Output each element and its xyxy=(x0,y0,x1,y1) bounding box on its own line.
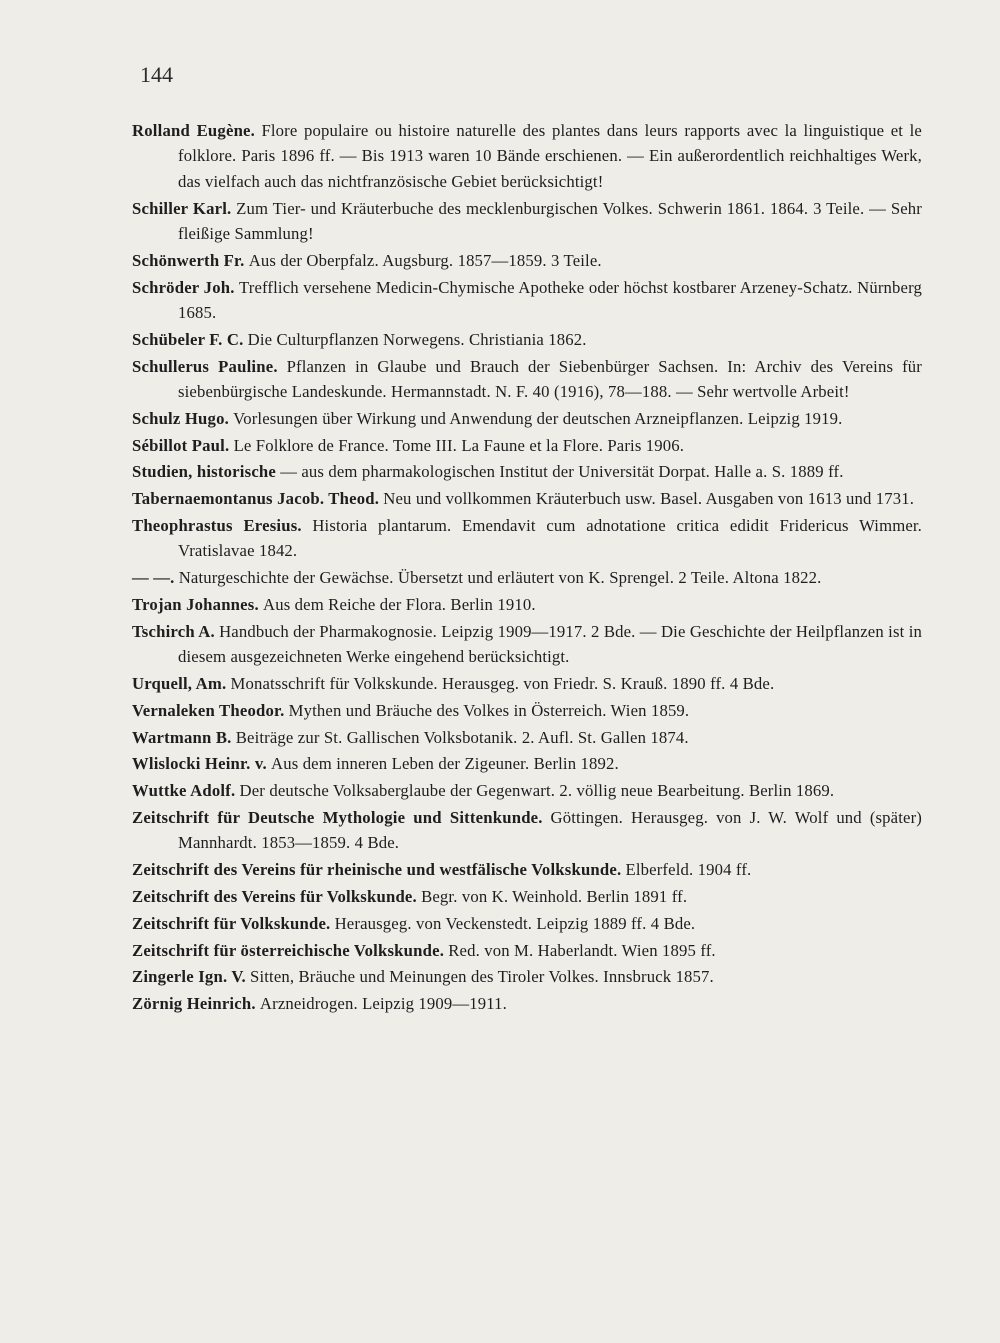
entry-author: Tabernaemontanus Jacob. Theod. xyxy=(132,489,380,509)
entry-text: Begr. von K. Weinhold. Berlin 1891 ff. xyxy=(421,886,688,906)
bibliography-entry xyxy=(132,751,922,776)
bibliography-entry xyxy=(132,459,922,484)
entry-author: Theophrastus Eresius. xyxy=(132,516,302,535)
bibliography-entry xyxy=(132,592,922,617)
entry-text: Pflanzen in Glaube und Brauch der Siebenbürger Sachsen. In: Archiv des Vereins für siebenbürgische Landeskunde. Hermannstadt. N. F. 40 (1916), 78—188. — Sehr wertvolle Arbeit! xyxy=(178,356,922,402)
entry-text: Herausgeg. von Veckenstedt. Leipzig 1889 ff. 4 Bde. xyxy=(334,913,696,933)
entry-author: Urquell, Am. xyxy=(132,674,227,693)
bibliography-entry xyxy=(132,327,922,352)
entry-text: Aus der Oberpfalz. Augsburg. 1857—1859. 3 Teile. xyxy=(248,250,602,270)
entry-author: Schiller Karl. xyxy=(132,198,232,218)
entry-text: Neu und vollkommen Kräuterbuch usw. Basel. Ausgaben von 1613 und 1731. xyxy=(383,489,915,509)
entry-text: Mythen und Bräuche des Volkes in Österreich. Wien 1859. xyxy=(288,700,690,720)
bibliography-entry xyxy=(132,354,922,405)
bibliography-entry xyxy=(132,406,922,431)
entry-text: Monatsschrift für Volkskunde. Herausgeg. von Friedr. S. Krauß. 1890 ff. 4 Bde. xyxy=(230,674,775,693)
bibliography-entry xyxy=(132,565,922,590)
bibliography-list xyxy=(132,118,922,1018)
entry-text: Elberfeld. 1904 ff. xyxy=(625,860,752,880)
bibliography-entry xyxy=(132,964,922,989)
bibliography-entry xyxy=(132,884,922,909)
bibliography-entry xyxy=(132,248,922,273)
entry-text: Red. von M. Haberlandt. Wien 1895 ff. xyxy=(448,940,716,960)
entry-author: Zeitschrift für Deutsche Mythologie und Sittenkunde. xyxy=(132,807,543,827)
entry-text: Der deutsche Volksaberglaube der Gegenwart. 2. völlig neue Bearbeitung. Berlin 1869. xyxy=(239,781,835,801)
bibliography-entry xyxy=(132,671,922,696)
entry-author: Schullerus Pauline. xyxy=(132,356,278,376)
bibliography-entry xyxy=(132,513,922,564)
bibliography-entry xyxy=(132,619,922,670)
bibliography-entry xyxy=(132,805,922,856)
bibliography-entry xyxy=(132,938,922,963)
entry-author: Schönwerth Fr. xyxy=(132,250,245,270)
entry-author: Zingerle Ign. V. xyxy=(132,967,246,987)
entry-author: Zeitschrift für Volkskunde. xyxy=(132,913,331,933)
entry-text: Aus dem inneren Leben der Zigeuner. Berlin 1892. xyxy=(271,754,619,774)
entry-author: Sébillot Paul. xyxy=(132,435,230,455)
entry-text: Vorlesungen über Wirkung und Anwendung der deutschen Arzneipflanzen. Leipzig 1919. xyxy=(233,408,843,428)
bibliography-entry xyxy=(132,433,922,458)
entry-text: Handbuch der Pharmakognosie. Leipzig 1909—1917. 2 Bde. — Die Geschichte der Heilpflanzen ist in diesem ausgezeichneten Werke eingehend berücksichtigt. xyxy=(178,621,922,667)
entry-author: Studien, historische xyxy=(132,462,277,482)
page-number: 144 xyxy=(140,62,173,87)
entry-author: Wlislocki Heinr. v. xyxy=(132,754,267,774)
bibliography-entry xyxy=(132,196,922,247)
bibliography-entry xyxy=(132,857,922,882)
entry-author: Wartmann B. xyxy=(132,727,232,747)
entry-author: Schulz Hugo. xyxy=(132,408,229,428)
entry-text: — aus dem pharmakologischen Institut der Universität Dorpat. Halle a. S. 1889 ff. xyxy=(280,462,844,482)
entry-text: Naturgeschichte der Gewächse. Übersetzt und erläutert von K. Sprengel. 2 Teile. Altona 1822. xyxy=(178,568,822,588)
entry-text: Sitten, Bräuche und Meinungen des Tiroler Volkes. Innsbruck 1857. xyxy=(250,967,714,987)
bibliography-entry xyxy=(132,275,922,326)
entry-author: Schübeler F. C. xyxy=(132,329,244,349)
entry-author: Vernaleken Theodor. xyxy=(132,700,285,720)
entry-author: Zeitschrift für österreichische Volkskunde. xyxy=(132,940,445,960)
entry-text: Aus dem Reiche der Flora. Berlin 1910. xyxy=(263,595,536,614)
entry-text: Die Culturpflanzen Norwegens. Christiania 1862. xyxy=(247,329,587,349)
entry-text: Göttingen. Herausgeg. von J. W. Wolf und (später) Mannhardt. 1853—1859. 4 Bde. xyxy=(178,807,922,853)
entry-author: Wuttke Adolf. xyxy=(132,781,236,801)
bibliography-entry xyxy=(132,991,922,1016)
entry-author: — —. xyxy=(132,568,175,588)
entry-text: Beiträge zur St. Gallischen Volksbotanik. 2. Aufl. St. Gallen 1874. xyxy=(235,727,689,747)
entry-author: Schröder Joh. xyxy=(132,277,235,297)
entry-text: Trefflich versehene Medicin-Chymische Apotheke oder höchst kostbarer Arzeney-Schatz. Nürnberg 1685. xyxy=(178,277,922,323)
entry-author: Zeitschrift des Vereins für rheinische und westfälische Volkskunde. xyxy=(132,860,622,880)
entry-author: Rolland Eugène. xyxy=(132,121,256,140)
entry-author: Zörnig Heinrich. xyxy=(132,994,256,1014)
bibliography-entry xyxy=(132,911,922,936)
bibliography-entry xyxy=(132,118,922,194)
bibliography-entry xyxy=(132,725,922,750)
entry-author: Tschirch A. xyxy=(132,621,215,641)
bibliography-entry xyxy=(132,698,922,723)
entry-author: Trojan Johannes. xyxy=(132,595,259,614)
entry-text: Arzneidrogen. Leipzig 1909—1911. xyxy=(259,994,507,1014)
entry-text: Flore populaire ou histoire naturelle des plantes dans leurs rapports avec la linguistique et le folklore. Paris 1896 ff. — Bis 1913 waren 10 Bände erschienen. — Ein außerordentlich reichhaltiges Werk, das vielfach auch das nichtfranzösische Gebiet berücksichtigt! xyxy=(178,121,922,191)
entry-author: Zeitschrift des Vereins für Volkskunde. xyxy=(132,886,417,906)
entry-text: Le Folklore de France. Tome III. La Faune et la Flore. Paris 1906. xyxy=(233,435,685,455)
bibliography-entry xyxy=(132,486,922,511)
bibliography-entry xyxy=(132,778,922,803)
entry-text: Zum Tier- und Kräuterbuche des mecklenburgischen Volkes. Schwerin 1861. 1864. 3 Teile. — Sehr fleißige Sammlung! xyxy=(178,198,923,244)
entry-text: Historia plantarum. Emendavit cum adnotatione critica edidit Fridericus Wimmer. Vratislavae 1842. xyxy=(178,516,923,561)
